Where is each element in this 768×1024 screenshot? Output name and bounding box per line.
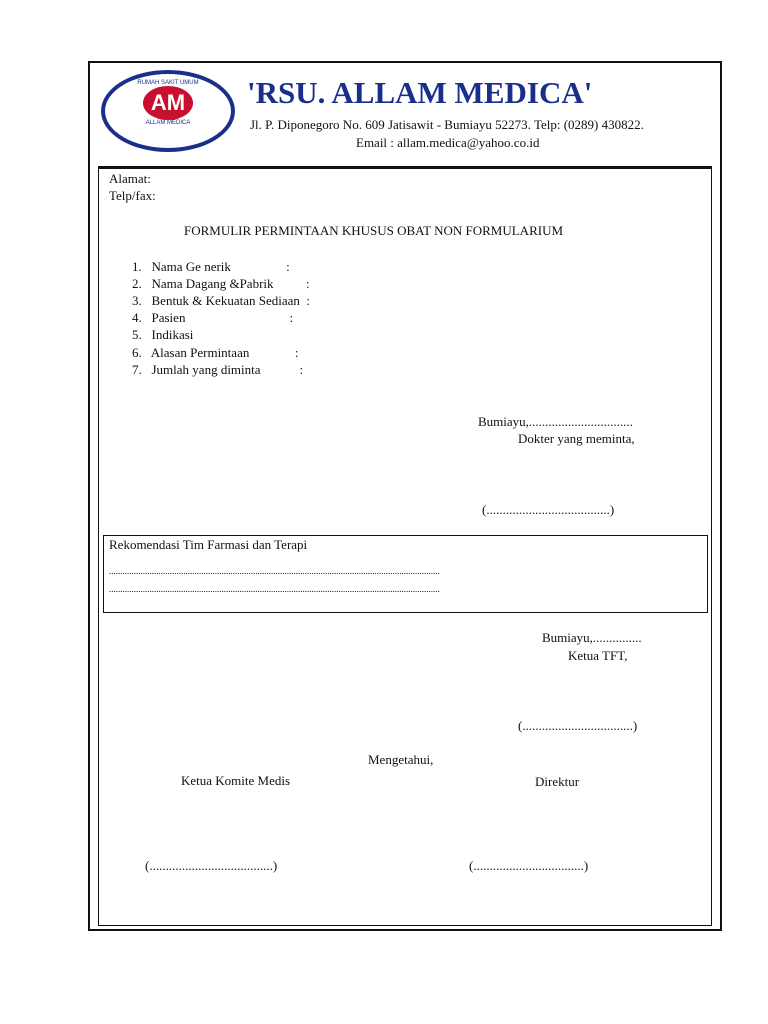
doctor-signature: (......................................) — [482, 502, 615, 517]
director-signature: (..................................) — [469, 858, 589, 873]
item-5: 5. Indikasi — [132, 327, 194, 342]
item-2: 2. Nama Dagang &Pabrik : — [132, 276, 310, 291]
acknowledged-label: Mengetahui, — [368, 752, 434, 767]
form-title: FORMULIR PERMINTAAN KHUSUS OBAT NON FORMULARIUM — [184, 223, 564, 238]
alamat-label: Alamat: — [109, 171, 151, 186]
tft-signature: (..................................) — [518, 718, 638, 733]
telp-label: Telp/fax: — [109, 188, 156, 203]
medical-committee-role: Ketua Komite Medis — [181, 773, 291, 788]
recommendation-label: Rekomendasi Tim Farmasi dan Terapi — [109, 537, 308, 552]
item-7: 7. Jumlah yang diminta : — [132, 362, 304, 377]
item-1: 1. Nama Ge nerik : — [132, 259, 290, 274]
doctor-role: Dokter yang meminta, — [518, 431, 635, 446]
hospital-name: 'RSU. ALLAM MEDICA' — [247, 75, 593, 110]
place-date-2: Bumiayu,............... — [542, 630, 642, 645]
recommendation-line: ................................................................................................................................................... — [109, 584, 440, 594]
committee-signature: (......................................) — [145, 858, 278, 873]
item-4: 4. Pasien : — [132, 310, 294, 325]
place-date-1: Bumiayu,................................ — [478, 414, 633, 429]
hospital-address: Jl. P. Diponegoro No. 609 Jatisawit - Bumiayu 52273. Telp: (0289) 430822. — [250, 117, 644, 132]
hospital-email: Email : allam.medica@yahoo.co.id — [356, 135, 540, 150]
logo: RUMAH SAKIT UMUM AM ALLAM MEDICA — [101, 70, 235, 152]
director-role: Direktur — [535, 774, 580, 789]
item-3: 3. Bentuk & Kekuatan Sediaan : — [132, 293, 310, 308]
recommendation-line: ................................................................................................................................................... — [109, 566, 440, 576]
tft-role: Ketua TFT, — [568, 648, 628, 663]
item-6: 6. Alasan Permintaan : — [132, 345, 299, 360]
